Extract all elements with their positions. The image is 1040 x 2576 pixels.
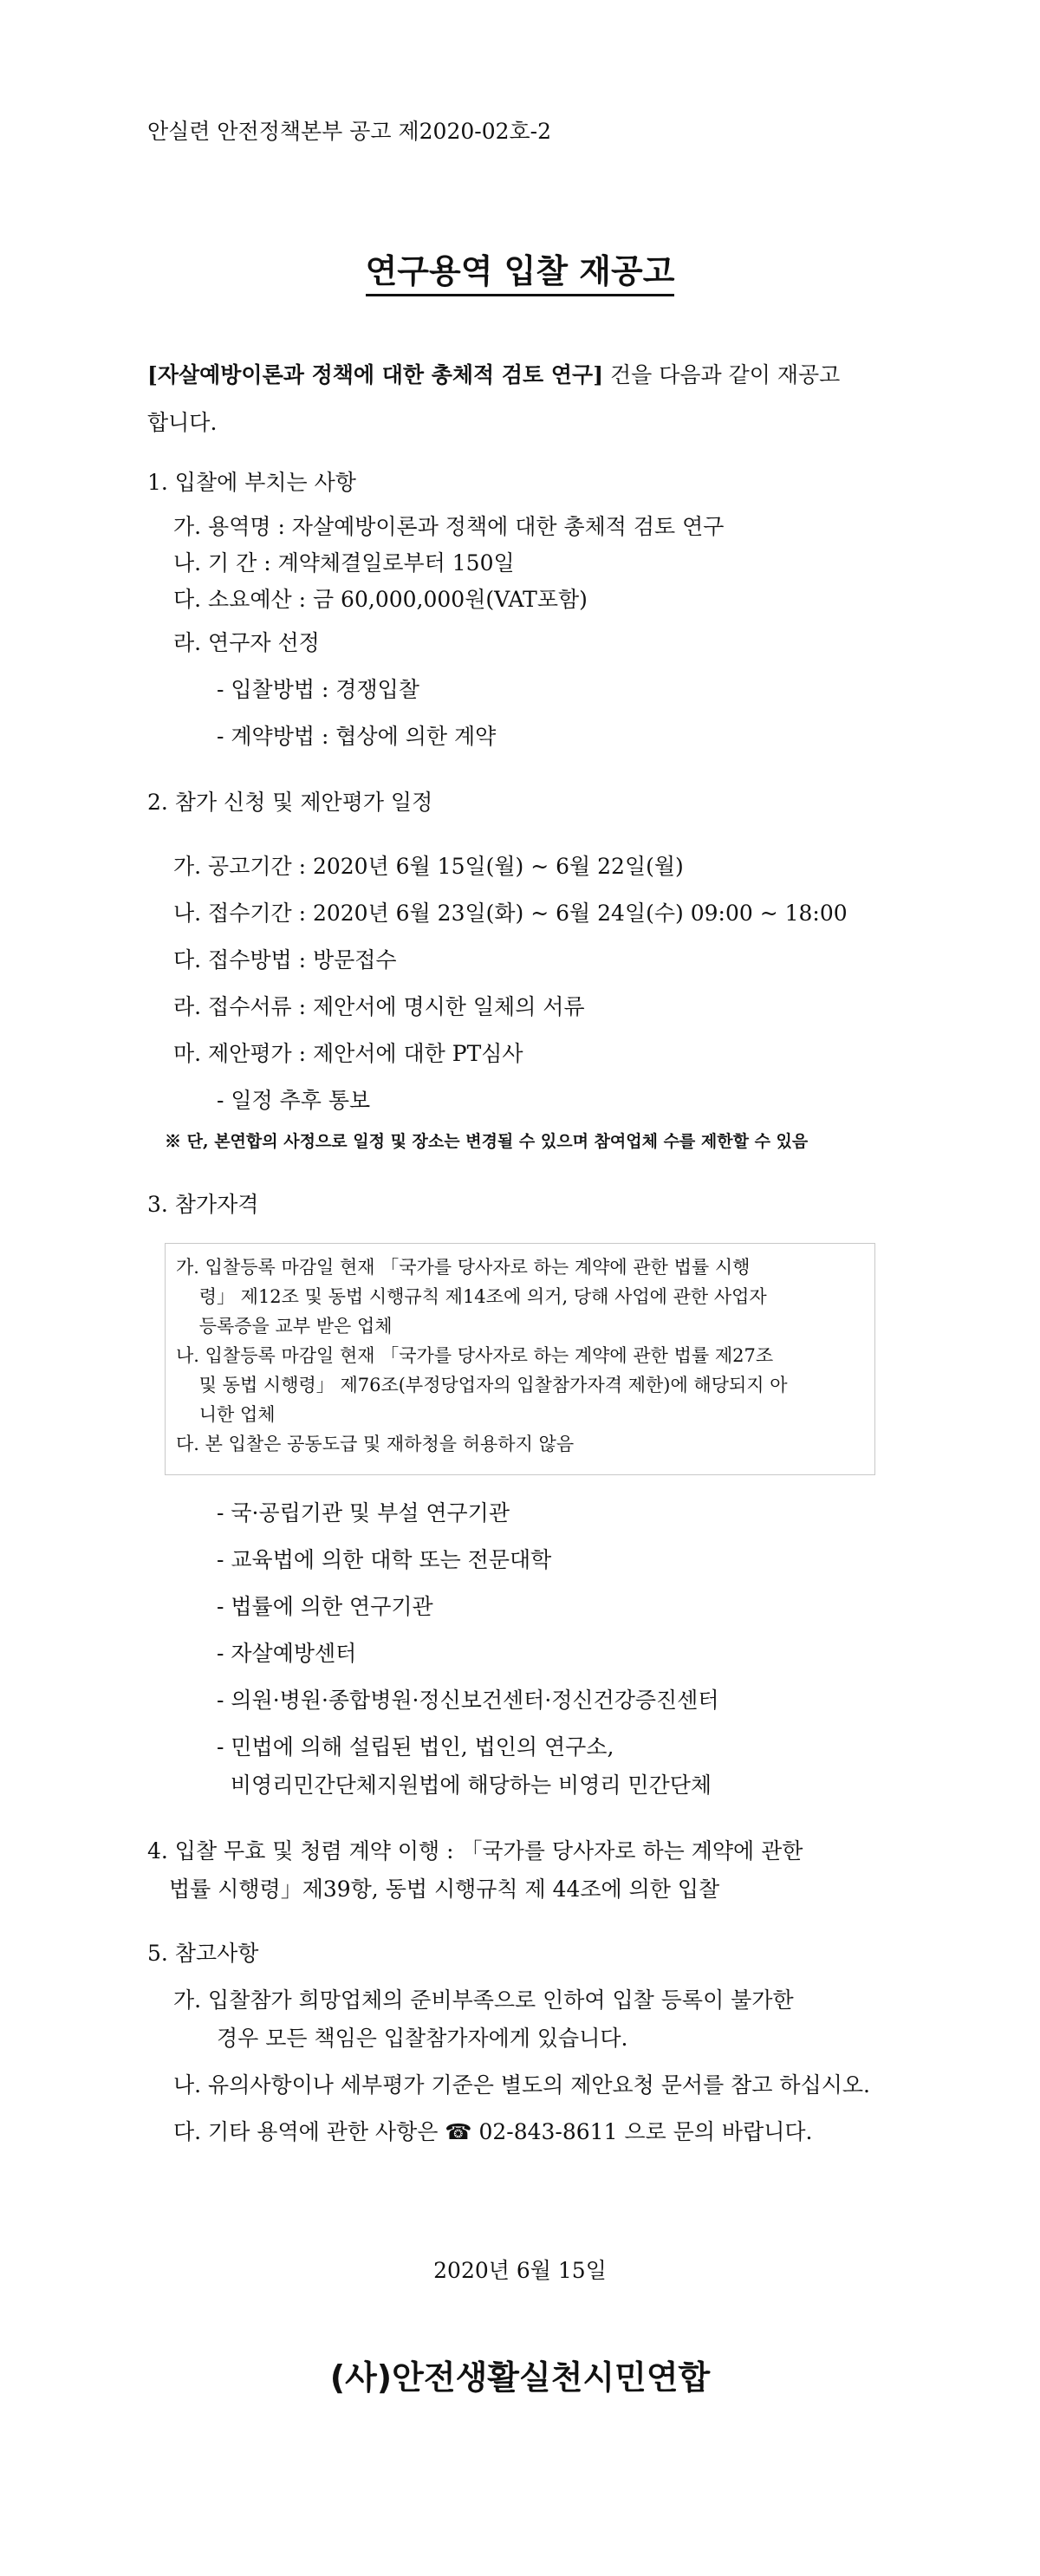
announcement-number: 안실련 안전정책본부 공고 제2020-02호-2: [147, 119, 552, 144]
section-2-item: 다. 접수방법 : 방문접수: [173, 947, 397, 973]
intro-text: 건을 다음과 같이 재공고: [603, 362, 841, 387]
section-5-contact-line: [173, 2115, 812, 2146]
section-2-item: 나. 접수기간 : 2020년 6월 23일(화) ~ 6월 24일(수) 09:00 ~ 18:00: [173, 901, 848, 926]
section-2-item: 라. 접수서류 : 제안서에 명시한 일체의 서류: [173, 994, 585, 1019]
qualification-line: 령」 제12조 및 동법 시행규칙 제14조에 의거, 당해 사업에 관한 사업자: [176, 1286, 767, 1307]
section-5-item: 나. 유의사항이나 세부평가 기준은 별도의 제안요청 문서를 참고 하십시오.: [173, 2072, 870, 2098]
qualified-institution: - 법률에 의한 연구기관: [217, 1594, 433, 1619]
phone-number: 02-843-8611 으로 문의 바랍니다.: [478, 2119, 813, 2144]
qualification-line: 나. 입찰등록 마감일 현재 「국가를 당사자로 하는 계약에 관한 법률 제27조: [176, 1345, 774, 1366]
section-3-heading: 3. 참가자격: [147, 1192, 259, 1217]
qualified-institution: - 의원·병원·종합병원·정신보건센터·정신건강증진센터: [217, 1688, 719, 1713]
section-2-item: 마. 제안평가 : 제안서에 대한 PT심사: [173, 1041, 523, 1066]
intro-paragraph: [147, 351, 893, 446]
section-5-item: 가. 입찰참가 희망업체의 준비부족으로 인하여 입찰 등록이 불가한: [173, 1987, 794, 2013]
section-1-heading: 1. 입찰에 부치는 사항: [147, 470, 356, 495]
section-1-item: 라. 연구자 선정: [173, 630, 320, 655]
project-name: [자살예방이론과 정책에 대한 총체적 검토 연구]: [147, 362, 604, 387]
qualified-institution: - 국·공립기관 및 부설 연구기관: [217, 1500, 510, 1525]
section-4-line: 법률 시행령」제39항, 동법 시행규칙 제 44조에 의한 입찰: [169, 1877, 720, 1902]
qualification-box: [165, 1243, 875, 1475]
section-5-item: 다. 기타 용역에 관한 사항은: [173, 2119, 439, 2144]
section-2-subitem: - 일정 추후 통보: [217, 1088, 371, 1113]
organization-name: (사)안전생활실천시민연합: [329, 2358, 711, 2397]
section-2-heading: 2. 참가 신청 및 제안평가 일정: [147, 790, 433, 815]
schedule-note: ※ 단, 본연합의 사정으로 일정 및 장소는 변경될 수 있으며 참여업체 수를 제한할 수 있음: [165, 1132, 809, 1151]
qualification-line: 다. 본 입찰은 공동도급 및 재하청을 허용하지 않음: [176, 1434, 575, 1454]
section-1-item: 나. 기 간 : 계약체결일로부터 150일: [173, 550, 515, 576]
section-5-heading: 5. 참고사항: [147, 1941, 259, 1966]
qualification-line: 등록증을 교부 받은 업체: [176, 1316, 393, 1337]
qualified-institution-cont: 비영리민간단체지원법에 해당하는 비영리 민간단체: [217, 1773, 712, 1798]
qualification-line: 가. 입찰등록 마감일 현재 「국가를 당사자로 하는 계약에 관한 법률 시행: [176, 1257, 751, 1278]
qualification-line: 니한 업체: [176, 1404, 276, 1425]
qualification-line: 및 동법 시행령」 제76조(부정당업자의 입찰참가자격 제한)에 해당되지 아: [176, 1375, 788, 1395]
section-2-item: 가. 공고기간 : 2020년 6월 15일(월) ~ 6월 22일(월): [173, 854, 684, 879]
section-1-subitem: - 입찰방법 : 경쟁입찰: [217, 677, 419, 702]
section-1-subitem: - 계약방법 : 협상에 의한 계약: [217, 724, 497, 749]
section-1-item: 다. 소요예산 : 금 60,000,000원(VAT포함): [173, 587, 588, 612]
qualified-institution: - 민법에 의해 설립된 법인, 법인의 연구소,: [217, 1734, 614, 1760]
intro-text-end: 합니다.: [147, 410, 218, 435]
document-title: 연구용역 입찰 재공고: [0, 244, 1040, 292]
telephone-icon: ☎: [445, 2119, 472, 2144]
announcement-date: 2020년 6월 15일: [433, 2258, 607, 2283]
section-5-item-cont: 경우 모든 책임은 입찰참가자에게 있습니다.: [217, 2026, 628, 2051]
section-1-item: 가. 용역명 : 자살예방이론과 정책에 대한 총체적 검토 연구: [173, 514, 725, 539]
qualified-institution: - 교육법에 의한 대학 또는 전문대학: [217, 1547, 552, 1572]
qualified-institution: - 자살예방센터: [217, 1641, 357, 1666]
section-4-line: 4. 입찰 무효 및 청렴 계약 이행 : 「국가를 당사자로 하는 계약에 관한: [147, 1838, 803, 1864]
